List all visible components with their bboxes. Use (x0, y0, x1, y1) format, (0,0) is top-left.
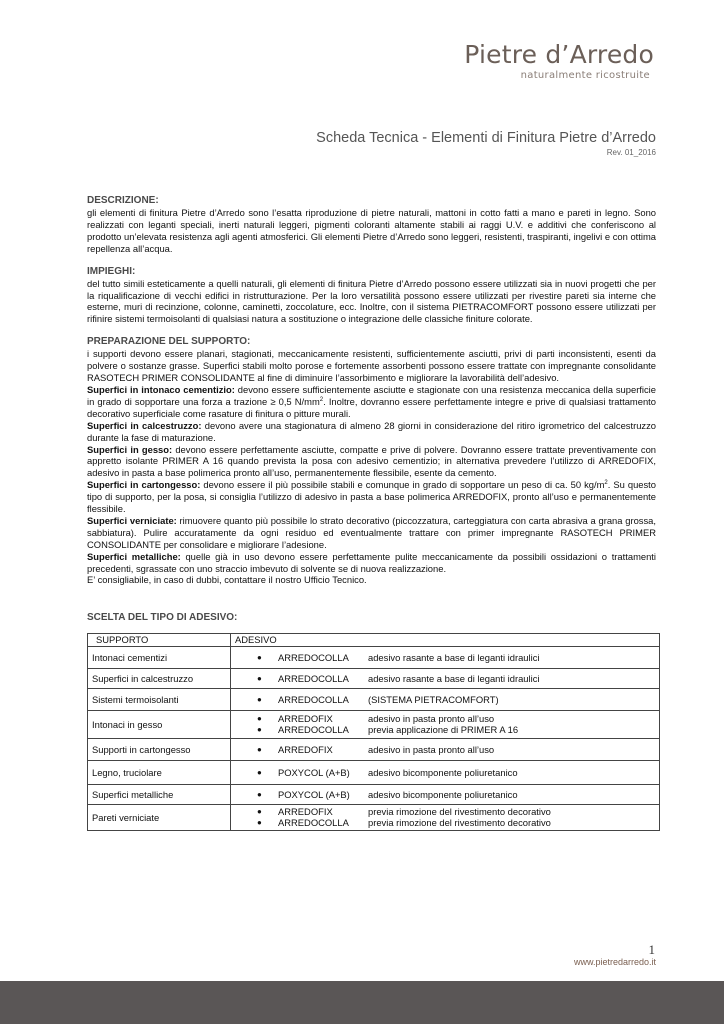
adhesive-product: POXYCOL (A+B) (278, 766, 350, 778)
section-title-descrizione: DESCRIZIONE: (87, 195, 159, 206)
website-link[interactable]: www.pietredarredo.it (573, 957, 656, 967)
text-calcestruzzo: devono avere una stagionatura di almeno 28 giorni in considerazione del ritiro igrometrico del calcestruzzo durante la fase di maturazione. (87, 419, 657, 443)
document-revision: Rev. 01_2016 (606, 148, 656, 157)
superscript-intonaco: 2 (319, 396, 324, 403)
paragraph-metalliche (87, 551, 656, 575)
cell-supporto: Intonaci in gesso (88, 710, 231, 738)
footer-bar (0, 981, 724, 1024)
section-descrizione (87, 195, 656, 255)
descrizione-text: gli elementi di finitura Pietre d’Arredo sono l’esatta riproduzione di pietre naturali, mattoni in cotto fatti a mano e pareti in legno. Sono realizzati con leganti speciali, inerti naturali leggeri, pigmenti coloranti altamente stabili ai raggi U.V. e additivi che conferiscono al prodotto un’elevata resistenza agli agenti atmosferici. Gli elementi Pietre d’Arredo sono leggeri, resistenti, traspiranti, ingelivi e con ottima repellenza all’acqua. (87, 207, 656, 254)
cell-adesivo (231, 760, 660, 784)
cell-adesivo (231, 646, 660, 668)
brand-logo (464, 42, 654, 81)
header-supporto: SUPPORTO (88, 634, 231, 647)
adhesive-product: ARREDOCOLLA (278, 693, 349, 705)
adhesive-item (235, 817, 655, 829)
adhesive-description: previa rimozione del rivestimento decorativo (368, 805, 551, 817)
adhesive-description: adesivo rasante a base di leganti idraulici (368, 651, 540, 663)
adhesive-product: ARREDOFIX (278, 712, 333, 724)
section-preparazione (87, 336, 656, 586)
preparazione-intro: i supporti devono essere planari, stagionati, meccanicamente resistenti, sufficientemente asciutti, privi di parti inconsistenti, esenti da polvere o sostanze grasse. Superfici stabili molto porose e fortemente assorbenti possono essere trattate con impregnante consolidante RASOTECH PRIMER CONSOLIDANTE al fine di diminuire l’assorbimento e migliorare la lavorabilità dell’adesivo. (87, 348, 656, 384)
table-row (88, 784, 660, 804)
adhesive-item (235, 789, 655, 801)
bullet-icon: ● (257, 744, 262, 754)
adhesive-description: previa applicazione di PRIMER A 16 (368, 724, 519, 736)
table-row (88, 688, 660, 710)
cell-adesivo (231, 804, 660, 830)
document-heading (316, 130, 656, 157)
adhesive-description: previa rimozione del rivestimento decorativo (368, 817, 551, 829)
document-title: Scheda Tecnica - Elementi di Finitura Pietre d’Arredo (316, 130, 656, 146)
impieghi-text: del tutto simili esteticamente a quelli naturali, gli elementi di finitura Pietre d’Arredo possono essere utilizzati sia in nuovi progetti che per la riqualificazione di vecchi edifici in ristrutturazione. Per la loro versatilità possono essere utilizzati per rivestire pareti sia interne che esterne, muri di recinzione, colonne, caminetti, zoccolature, ecc. Inoltre, con il sistema PIETRACOMFORT possono essere utilizzati per rifinire sistemi termoisolanti di qualsiasi natura a sostituzione o integrazione delle classiche finiture colorate. (87, 277, 656, 325)
label-calcestruzzo: Superfici in calcestruzzo: (87, 419, 202, 431)
page-number: 1 (648, 942, 655, 957)
bullet-icon: ● (257, 767, 262, 777)
cell-supporto: Superfici metalliche (88, 784, 231, 804)
bullet-icon: ● (257, 818, 262, 828)
table-row (88, 804, 660, 830)
cell-adesivo (231, 738, 660, 760)
adhesive-product: POXYCOL (A+B) (278, 788, 350, 800)
section-impieghi (87, 266, 656, 326)
bullet-icon: ● (257, 673, 262, 683)
paragraph-calcestruzzo (87, 420, 656, 444)
text-intonaco-1: devono essere sufficientemente asciutte e stagionate con una resistenza meccanica della superficie in grado di sopportare una forza a trazione ≥ 0,5 N/mm (87, 383, 656, 407)
text-intonaco-2: . Inoltre, dovranno essere perfettamente integre e prive di qualsiasi trattamento decorativo superficiale come rasature di finitura o pitture murali. (87, 395, 656, 419)
adhesive-item (235, 806, 655, 818)
adhesive-product: ARREDOCOLLA (278, 651, 349, 663)
cell-supporto: Sistemi termoisolanti (88, 688, 231, 710)
cell-adesivo (231, 784, 660, 804)
cell-supporto: Supporti in cartongesso (88, 738, 231, 760)
section-title-scelta: SCELTA DEL TIPO DI ADESIVO: (87, 612, 238, 624)
table-row (88, 738, 660, 760)
bullet-icon: ● (257, 806, 262, 816)
bullet-icon: ● (257, 652, 262, 662)
cell-adesivo (231, 710, 660, 738)
cell-supporto: Intonaci cementizi (88, 646, 231, 668)
adhesive-item (235, 652, 655, 664)
text-metalliche: quelle già in uso devono essere perfettamente pulite meccanicamente da possibili ossidazioni o trattamenti precedenti, sgrassate con uno straccio imbevuto di solvente se di nuova realizzazione. (87, 550, 656, 574)
adhesive-product: ARREDOFIX (278, 805, 333, 817)
adhesive-description: adesivo in pasta pronto all’uso (368, 743, 495, 755)
adhesive-description: adesivo in pasta pronto all’uso (368, 712, 495, 724)
adhesive-description: adesivo bicomponente poliuretanico (368, 788, 518, 800)
text-verniciate: rimuovere quanto più possibile lo strato decorativo (piccozzatura, carteggiatura con carta abrasiva a grana grossa, sabbiatura). Pulire accuratamente da ogni residuo ed eventualmente trattare con primer impregnante RASOTECH PRIMER CONSOLIDANTE per consolidare e migliorare l’adesione. (87, 514, 656, 550)
section-scelta-adesivo (87, 612, 656, 831)
cell-supporto: Pareti verniciate (88, 804, 231, 830)
paragraph-verniciate (87, 515, 656, 551)
table-row (88, 760, 660, 784)
adhesive-description: (SISTEMA PIETRACOMFORT) (368, 693, 499, 705)
adhesive-product: ARREDOCOLLA (278, 724, 349, 736)
adhesive-item (235, 744, 655, 756)
table-header-row (88, 634, 660, 647)
adhesive-description: adesivo bicomponente poliuretanico (368, 766, 518, 778)
text-gesso: devono essere perfettamente asciutte, compatte e prive di polvere. Dovranno essere trattate preventivamente con appretto isolante PRIMER A 16 quando prevista la posa con adesivo cementizio; in alternativa prevedere l’utilizzo di ARREDOFIX, adesivo in pasta a base polimerica pronto all’uso, permanentemente flessibile, esente da cemento. (87, 443, 657, 479)
section-title-preparazione: PREPARAZIONE DEL SUPPORTO: (87, 336, 251, 348)
paragraph-gesso (87, 444, 656, 480)
bullet-icon: ● (257, 694, 262, 704)
label-verniciate: Superfici verniciate: (87, 514, 177, 526)
adhesive-item (235, 673, 655, 685)
cell-supporto: Legno, truciolare (88, 760, 231, 784)
adhesive-product: ARREDOCOLLA (278, 817, 349, 829)
adhesive-product: ARREDOFIX (278, 743, 333, 755)
superscript-cartongesso: 2 (604, 480, 608, 487)
header-adesivo: ADESIVO (231, 634, 660, 647)
bullet-icon: ● (257, 713, 262, 723)
label-intonaco: Superfici in intonaco cementizio: (87, 383, 235, 395)
bullet-icon: ● (257, 725, 262, 735)
logo-title: Pietre d’Arredo (464, 40, 654, 69)
cell-supporto: Superfici in calcestruzzo (88, 668, 231, 688)
table-row (88, 646, 660, 668)
adhesive-description: adesivo rasante a base di leganti idraulici (368, 672, 540, 684)
text-cartongesso-1: devono essere il più possibile stabili e comunque in grado di sopportare un peso di ca. 50 kg/m (200, 479, 605, 491)
adhesive-item (235, 694, 655, 706)
paragraph-cartongesso (87, 479, 656, 515)
section-title-impieghi: IMPIEGHI: (87, 265, 136, 277)
consiglio-text: E’ consigliabile, in caso di dubbi, contattare il nostro Ufficio Tecnico. (87, 574, 367, 586)
bullet-icon: ● (257, 789, 262, 799)
cell-adesivo (231, 668, 660, 688)
adhesive-product: ARREDOCOLLA (278, 672, 349, 684)
paragraph-intonaco (87, 384, 656, 420)
label-gesso: Superfici in gesso: (87, 443, 173, 455)
adhesive-table (87, 633, 660, 831)
text-cartongesso-2: . Su questo tipo di supporto, per la posa, si consiglia l’utilizzo di adesivo in pasta a base polimerica ARREDOFIX, pronto all’uso e permanentemente flessibile. (87, 479, 657, 515)
adhesive-item (235, 713, 655, 725)
label-metalliche: Superfici metalliche: (87, 550, 181, 562)
logo-subtitle: naturalmente ricostruite (520, 70, 650, 81)
label-cartongesso: Superfici in cartongesso: (87, 479, 201, 491)
adhesive-item (235, 724, 655, 736)
adhesive-item (235, 767, 655, 779)
table-row (88, 710, 660, 738)
cell-adesivo (231, 688, 660, 710)
table-row (88, 668, 660, 688)
document-body (87, 195, 656, 831)
